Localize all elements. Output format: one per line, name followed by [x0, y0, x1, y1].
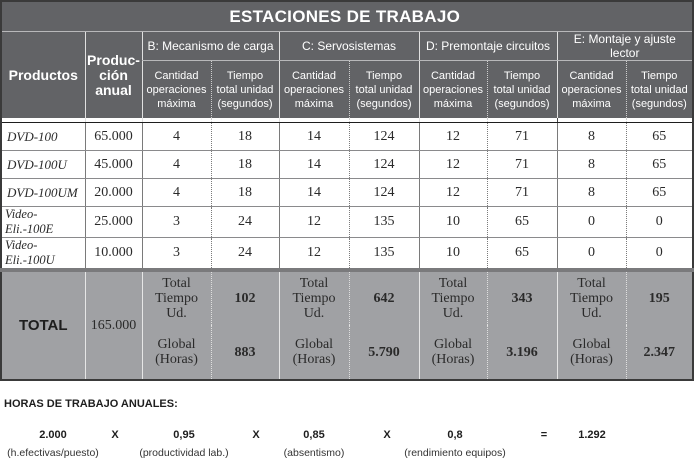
cell: 18 — [211, 151, 279, 179]
term-label: (productividad lab.) — [139, 447, 229, 459]
cell: 24 — [211, 207, 279, 238]
total-unit-label: Total Tiempo Ud. — [279, 270, 349, 325]
cell: 71 — [487, 151, 557, 179]
table-row — [1, 151, 693, 179]
cell: 14 — [279, 123, 349, 151]
products-header: Productos — [1, 32, 85, 119]
global-hours-c: 5.790 — [349, 325, 419, 380]
production-value: 20.000 — [85, 179, 142, 207]
cell: 135 — [349, 238, 419, 271]
cell: 135 — [349, 207, 419, 238]
global-label: Global (Horas) — [557, 325, 626, 380]
cell: 24 — [211, 238, 279, 271]
cell: 12 — [419, 151, 487, 179]
product-name: DVD-100UM — [1, 179, 85, 207]
total-unit-time-e: 195 — [626, 270, 693, 325]
total-unit-time-c: 642 — [349, 270, 419, 325]
total-unit-label: Total Tiempo Ud. — [419, 270, 487, 325]
cell: 71 — [487, 123, 557, 151]
cell: 0 — [557, 238, 626, 271]
product-name: Video-Eli.-100U — [1, 238, 85, 271]
cell: 18 — [211, 123, 279, 151]
cell: 12 — [419, 123, 487, 151]
cell: 14 — [279, 151, 349, 179]
global-hours-b: 883 — [211, 325, 279, 380]
qty-subheader: Cantidad operaciones máxima — [142, 61, 211, 119]
production-value: 25.000 — [85, 207, 142, 238]
cell: 65 — [487, 207, 557, 238]
cell: 65 — [626, 179, 693, 207]
cell: 71 — [487, 179, 557, 207]
cell: 4 — [142, 151, 211, 179]
cell: 65 — [626, 123, 693, 151]
cell: 0 — [557, 207, 626, 238]
cell: 0 — [626, 238, 693, 271]
time-subheader: Tiempo total unidad (segundos) — [349, 61, 419, 119]
cell: 8 — [557, 179, 626, 207]
cell: 0 — [626, 207, 693, 238]
cell: 4 — [142, 179, 211, 207]
station-d-header: D: Premontaje circuitos — [419, 32, 557, 61]
cell: 124 — [349, 151, 419, 179]
production-value: 45.000 — [85, 151, 142, 179]
cell: 12 — [419, 179, 487, 207]
cell: 8 — [557, 123, 626, 151]
total-unit-time-b: 102 — [211, 270, 279, 325]
cell: 18 — [211, 179, 279, 207]
cell: 124 — [349, 123, 419, 151]
production-header: Produc- ción anual — [85, 32, 142, 119]
total-row-unit — [1, 270, 693, 325]
cell: 124 — [349, 179, 419, 207]
global-label: Global (Horas) — [279, 325, 349, 380]
term-label: (absentismo) — [283, 447, 345, 459]
total-unit-label: Total Tiempo Ud. — [142, 270, 211, 325]
cell: 3 — [142, 238, 211, 271]
table-row — [1, 207, 693, 238]
time-subheader: Tiempo total unidad (segundos) — [211, 61, 279, 119]
table-row — [1, 123, 693, 151]
time-subheader: Tiempo total unidad (segundos) — [487, 61, 557, 119]
product-name: Video-Eli.-100E — [1, 207, 85, 238]
cell: 10 — [419, 238, 487, 271]
cell: 12 — [279, 238, 349, 271]
term-value: 2.000 — [39, 429, 67, 441]
formula-title: HORAS DE TRABAJO ANUALES: — [4, 398, 178, 410]
qty-subheader: Cantidad operaciones máxima — [419, 61, 487, 119]
qty-subheader: Cantidad operaciones máxima — [557, 61, 626, 119]
cell: 4 — [142, 123, 211, 151]
table-title: ESTACIONES DE TRABAJO — [1, 1, 693, 32]
formula-result: 1.292 — [578, 429, 606, 441]
cell: 12 — [279, 207, 349, 238]
global-hours-d: 3.196 — [487, 325, 557, 380]
qty-subheader: Cantidad operaciones máxima — [279, 61, 349, 119]
table-row — [1, 238, 693, 271]
total-production: 165.000 — [85, 270, 142, 380]
station-b-header: B: Mecanismo de carga — [142, 32, 279, 61]
term-value: 0,95 — [173, 429, 195, 441]
cell: 65 — [487, 238, 557, 271]
term-label: (h.efectivas/puesto) — [7, 447, 99, 459]
production-value: 10.000 — [85, 238, 142, 271]
table-row — [1, 179, 693, 207]
cell: 10 — [419, 207, 487, 238]
total-label: TOTAL — [1, 270, 85, 380]
multiply-operator: X — [383, 429, 391, 441]
cell: 14 — [279, 179, 349, 207]
global-hours-e: 2.347 — [626, 325, 693, 380]
product-name: DVD-100U — [1, 151, 85, 179]
total-unit-time-d: 343 — [487, 270, 557, 325]
time-subheader: Tiempo total unidad (segundos) — [626, 61, 693, 119]
production-value: 65.000 — [85, 123, 142, 151]
cell: 65 — [626, 151, 693, 179]
station-c-header: C: Servosistemas — [279, 32, 419, 61]
product-name: DVD-100 — [1, 123, 85, 151]
total-unit-label: Total Tiempo Ud. — [557, 270, 626, 325]
equals-sign: = — [540, 429, 548, 441]
global-label: Global (Horas) — [419, 325, 487, 380]
multiply-operator: X — [111, 429, 119, 441]
global-label: Global (Horas) — [142, 325, 211, 380]
cell: 8 — [557, 151, 626, 179]
multiply-operator: X — [252, 429, 260, 441]
cell: 3 — [142, 207, 211, 238]
term-value: 0,8 — [447, 429, 463, 441]
term-value: 0,85 — [303, 429, 325, 441]
term-label: (rendimiento equipos) — [404, 447, 506, 459]
station-e-header: E: Montaje y ajuste lector — [557, 32, 693, 61]
